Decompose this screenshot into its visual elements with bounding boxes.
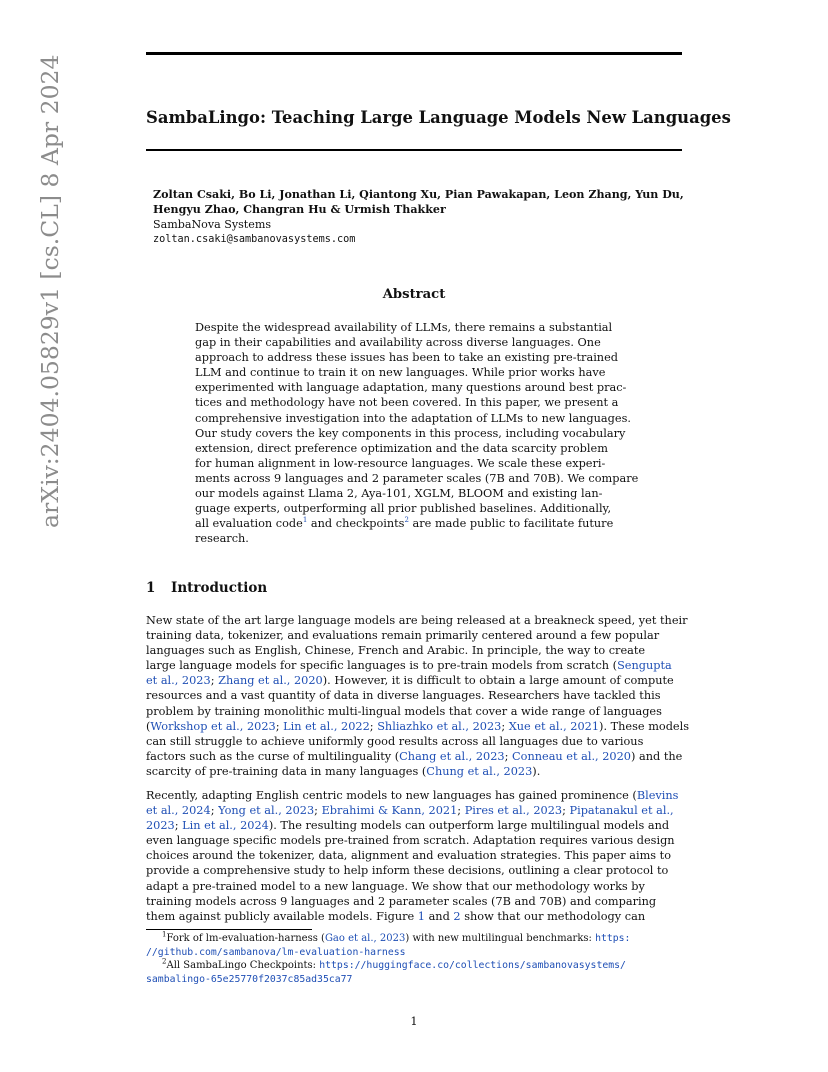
url-link[interactable]: https://huggingface.co/collections/sambanovasystems/ [319, 960, 626, 972]
text: scarcity of pre-training data in many languages ( [146, 764, 427, 778]
citation-link[interactable]: Gao et al., 2023 [324, 933, 406, 944]
section-number: 1 [146, 580, 156, 596]
citation-link[interactable]: Pires et al., 2023 [464, 804, 563, 818]
footnote-ref-2[interactable]: 2 [404, 516, 409, 525]
paragraph-line [146, 803, 685, 818]
abstract-body [195, 320, 639, 546]
footnotes [146, 932, 686, 986]
text: them against publicly available models. Figure [146, 909, 418, 923]
paragraph-line: even language specific models pre-trained from scratch. Adaptation requires various design [146, 834, 675, 848]
citation-link[interactable]: Blevins [636, 789, 679, 802]
abstract-text: all evaluation code [195, 517, 303, 531]
figure-ref-link[interactable]: 2 [453, 909, 461, 923]
text: and [424, 909, 454, 923]
abstract-line: gap in their capabilities and availability across diverse languages. One [195, 336, 601, 350]
abstract-line: extension, direct preference optimization and the data scarcity problem [195, 441, 608, 455]
footnote-mark: 1 [162, 930, 167, 939]
abstract-line: experimented with language adaptation, many questions around best prac- [195, 381, 627, 395]
footnote-2 [146, 959, 686, 973]
paragraph-line: provide a comprehensive study to help inform these decisions, outlining a clear protocol to [146, 864, 669, 878]
text: ( [146, 719, 151, 733]
text: ). The resulting models can outperform large multilingual models and [268, 819, 670, 833]
abstract-line: comprehensive investigation into the adaptation of LLMs to new languages. [195, 411, 631, 425]
abstract-text: are made public to facilitate future [408, 517, 614, 531]
intro-paragraph-1 [146, 613, 690, 779]
paragraph-line [146, 788, 685, 803]
text: ; [369, 719, 378, 733]
author-email[interactable]: zoltan.csaki@sambanovasystems.com [153, 234, 356, 245]
text: ; [562, 804, 570, 818]
text: ). These models [599, 719, 690, 733]
paragraph-line: training models across 9 languages and 2 parameter scales (7B and 70B) and comparing [146, 894, 657, 908]
author-block [153, 187, 693, 247]
paragraph-line: problem by training monolithic multi-lingual models that cover a wide range of languages [146, 704, 662, 718]
abstract-text: and checkpoints [307, 517, 405, 531]
citation-link[interactable]: Conneau et al., 2020 [512, 749, 631, 763]
abstract-line: research. [195, 532, 249, 546]
author-names-line-1: Zoltan Csaki, Bo Li, Jonathan Li, Qiantong Xu, Pian Pawakapan, Leon Zhang, Yun Du, [153, 188, 684, 201]
abstract-line: our models against Llama 2, Aya-101, XGLM, BLOOM and existing lan- [195, 487, 603, 501]
abstract-line: for human alignment in low-resource languages. We scale these experi- [195, 456, 606, 470]
citation-link[interactable]: Zhang et al., 2020 [218, 674, 323, 688]
section-title: Introduction [171, 580, 268, 596]
text: ; [210, 674, 219, 688]
text: ) and the [631, 749, 683, 763]
paragraph-line: New state of the art large language models are being released at a breakneck speed, yet their [146, 614, 688, 627]
citation-link[interactable]: Ebrahimi & Kann, 2021 [321, 804, 458, 818]
citation-link[interactable]: Chang et al., 2023 [399, 749, 505, 763]
citation-link[interactable]: Shliazhko et al., 2023 [377, 719, 502, 733]
text: ; [174, 819, 183, 833]
affiliation: SambaNova Systems [153, 218, 272, 231]
paragraph-line [146, 719, 690, 734]
text: Fork of lm-evaluation-harness ( [166, 933, 325, 944]
url-link[interactable]: sambalingo-65e25770f2037c85ad35ca77 [146, 973, 353, 985]
intro-paragraph-2 [146, 788, 685, 924]
footnote-1-continued [146, 946, 686, 960]
footnote-2-continued [146, 973, 686, 987]
text: factors such as the curse of multilinguality ( [146, 749, 400, 763]
paragraph-line: adapt a pre-trained model to a new language. We show that our methodology works by [146, 879, 645, 893]
paragraph-line [146, 764, 685, 779]
text: ; [504, 749, 513, 763]
paragraph-line [146, 658, 685, 673]
section-heading [146, 578, 267, 598]
abstract-line: guage experts, outperforming all prior published baselines. Additionally, [195, 502, 612, 516]
text: ; [314, 804, 322, 818]
abstract-line: ments across 9 languages and 2 parameter scales (7B and 70B). We compare [195, 471, 639, 485]
paragraph-line [146, 673, 685, 688]
citation-link[interactable]: et al., 2023 [146, 674, 211, 688]
arxiv-identifier: arXiv:2404.05829v1 [cs.CL] 8 Apr 2024 [36, 54, 64, 528]
citation-link[interactable]: et al., 2024 [146, 804, 211, 818]
footnote-ref-1[interactable]: 1 [302, 516, 308, 525]
abstract-line: Despite the widespread availability of LLMs, there remains a substantial [195, 321, 613, 334]
abstract-heading: Abstract [382, 287, 446, 302]
paragraph-line: training data, tokenizer, and evaluations remain primarily centered around a few popular [146, 629, 660, 643]
citation-link[interactable]: Lin et al., 2024 [182, 819, 269, 833]
citation-link[interactable]: Sengupta [617, 659, 672, 673]
paragraph-line: languages such as English, Chinese, French and Arabic. In principle, the way to create [146, 644, 646, 658]
text: ; [501, 719, 509, 733]
paragraph-line [146, 818, 685, 833]
citation-link[interactable]: Xue et al., 2021 [508, 719, 600, 733]
paragraph-line [146, 749, 685, 764]
citation-link[interactable]: Workshop et al., 2023 [150, 719, 276, 733]
abstract-line [195, 516, 635, 531]
text: ). [532, 764, 541, 778]
paragraph-line: can still struggle to achieve uniformly good results across all languages due to various [146, 734, 644, 748]
paragraph-line: choices around the tokenizer, data, alignment and evaluation strategies. This paper aims to [146, 849, 672, 863]
text: show that our methodology can [460, 909, 646, 923]
abstract-line: tices and methodology have not been covered. In this paper, we present a [195, 396, 619, 410]
citation-link[interactable]: 2023 [146, 819, 175, 833]
text: ; [275, 719, 284, 733]
text: ) with new multilingual benchmarks: [405, 933, 596, 944]
text: ; [457, 804, 465, 818]
footnote-mark: 2 [162, 957, 167, 966]
author-names-line-2: Hengyu Zhao, Changran Hu & Urmish Thakker [153, 203, 446, 216]
text: ). However, it is difficult to obtain a large amount of compute [322, 674, 674, 688]
abstract-line: Our study covers the key components in this process, including vocabulary [195, 426, 626, 440]
citation-link[interactable]: Yong et al., 2023 [218, 804, 315, 818]
url-link[interactable]: //github.com/sambanova/lm-evaluation-harness [146, 946, 406, 958]
footnote-rule [146, 929, 312, 930]
text: All SambaLingo Checkpoints: [166, 960, 320, 972]
footnote-1 [146, 932, 686, 946]
paragraph-line [146, 909, 685, 924]
page-number: 1 [410, 1015, 418, 1028]
text: large language models for specific languages is to pre-train models from scratch ( [146, 659, 618, 673]
citation-link[interactable]: Chung et al., 2023 [426, 764, 533, 778]
figure-ref-link[interactable]: 1 [417, 909, 425, 923]
abstract-line: approach to address these issues has been to take an existing pre-trained [195, 351, 618, 365]
text: ; [210, 804, 219, 818]
url-link[interactable]: https: [595, 933, 631, 944]
paragraph-line: resources and a vast quantity of data in diverse languages. Researchers have tackled this [146, 689, 661, 703]
text: Recently, adapting English centric models to new languages has gained prominence ( [146, 789, 637, 802]
title-rule-top [146, 52, 682, 55]
title-rule-bottom [146, 149, 682, 151]
citation-link[interactable]: Pipatanakul et al., [569, 804, 674, 818]
abstract-line: LLM and continue to train it on new languages. While prior works have [195, 366, 606, 380]
citation-link[interactable]: Lin et al., 2022 [283, 719, 370, 733]
paper-title: SambaLingo: Teaching Large Language Models New Languages [146, 108, 731, 127]
